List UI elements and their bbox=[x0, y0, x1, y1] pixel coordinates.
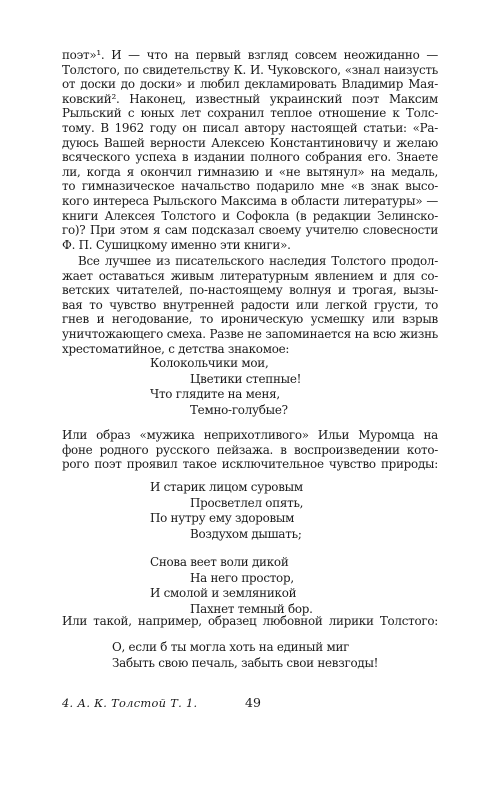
text-line: хрестоматийное, с детства знакомое: bbox=[62, 341, 290, 356]
verse-line: Забыть свою печаль, забыть свои невзгоды! bbox=[112, 655, 379, 670]
verse-line: О, если б ты могла хоть на единый миг bbox=[112, 640, 350, 654]
verse-line: И смолой и земляникой bbox=[150, 586, 297, 600]
text-line: Толстого, по свидетельству К. И. Чуковского, «знал наизусть bbox=[62, 62, 438, 77]
text-line: ли, когда я окончил гимназию и «не вытянул» на медаль, bbox=[62, 164, 438, 179]
text-line: гнев и негодование, то ироническую усмешку или взрыв bbox=[62, 312, 438, 327]
text-line: книги Алексея Толстого и Софокла (в редакции Зелинско- bbox=[62, 208, 438, 223]
text-line: от доски до доски» и любил декламировать Владимир Мая- bbox=[62, 77, 438, 92]
text-line: го)? При этом я сам подсказал своему учителю словесности bbox=[62, 223, 438, 238]
text-line: ветских читателей, по-настоящему волнуя и трогая, вызы- bbox=[62, 283, 438, 298]
paragraph-3 bbox=[62, 428, 438, 472]
text-line: жает оставаться живым литературным явлением и для со- bbox=[62, 268, 438, 283]
text-line: вая то чувство внутренней радости или легкой грусти, то bbox=[62, 297, 438, 312]
text-line: рого поэт проявил такое исключительное чувство природы: bbox=[62, 457, 438, 472]
poem-stanza-ilya-2 bbox=[150, 555, 313, 617]
text-line: Все лучшее из писательского наследия Толстого продол- bbox=[78, 254, 438, 268]
signature-mark: 4. А. К. Толстой Т. 1. bbox=[62, 696, 198, 710]
verse-line: Колокольчики мои, bbox=[150, 356, 269, 370]
text-line: Ф. П. Сушицкому именно эти книги». bbox=[62, 237, 291, 252]
poem-stanza-ilya-1 bbox=[150, 480, 303, 542]
text-line: Рыльский с юных лет сохранил теплое отношение к Толс- bbox=[62, 106, 438, 121]
verse-line: Снова веет воли дикой bbox=[150, 555, 289, 569]
verse-line: По нутру ему здоровым bbox=[150, 511, 295, 525]
verse-line: Пахнет темный бор. bbox=[190, 601, 313, 616]
text-line: фоне родного русского пейзажа. в воспроизведении кото- bbox=[62, 442, 438, 457]
poem-lyric bbox=[112, 640, 378, 671]
paragraph-2 bbox=[62, 254, 438, 356]
verse-line: Воздухом дышать; bbox=[190, 526, 302, 541]
paragraph-1 bbox=[62, 48, 438, 252]
verse-line: Цветики степные! bbox=[190, 371, 302, 386]
text-line: то гимназическое начальство подарило мне «в знак высо- bbox=[62, 179, 438, 194]
verse-line: На него простор, bbox=[190, 570, 294, 585]
verse-line: Что глядите на меня, bbox=[150, 387, 280, 401]
text-line: поэт»¹. И — что на первый взгляд совсем неожиданно — bbox=[62, 48, 438, 62]
text-line: Или такой, например, образец любовной лирики Толстого: bbox=[62, 614, 438, 628]
verse-line: Темно-голубые? bbox=[190, 402, 288, 417]
paragraph-4 bbox=[62, 614, 438, 629]
text-line: всяческого успеха в издании полного собрания его. Знаете bbox=[62, 150, 438, 165]
text-line: кого интереса Рыльского Максима в области литературы» — bbox=[62, 193, 438, 208]
text-line: уничтожающего смеха. Разве не запоминается на всю жизнь bbox=[62, 326, 438, 341]
verse-line: Просветлел опять, bbox=[190, 495, 304, 510]
poem-stanza-bells bbox=[150, 356, 301, 418]
text-line: ковский². Наконец, известный украинский поэт Максим bbox=[62, 91, 438, 106]
text-line: дуюсь Вашей верности Алексею Константиновичу и желаю bbox=[62, 135, 438, 150]
text-line: Или образ «мужика неприхотливого» Ильи Муромца на bbox=[62, 428, 438, 442]
verse-line: И старик лицом суровым bbox=[150, 480, 303, 494]
text-line: тому. В 1962 году он писал автору настоящей статьи: «Ра- bbox=[62, 120, 438, 135]
page-number: 49 bbox=[245, 695, 261, 710]
